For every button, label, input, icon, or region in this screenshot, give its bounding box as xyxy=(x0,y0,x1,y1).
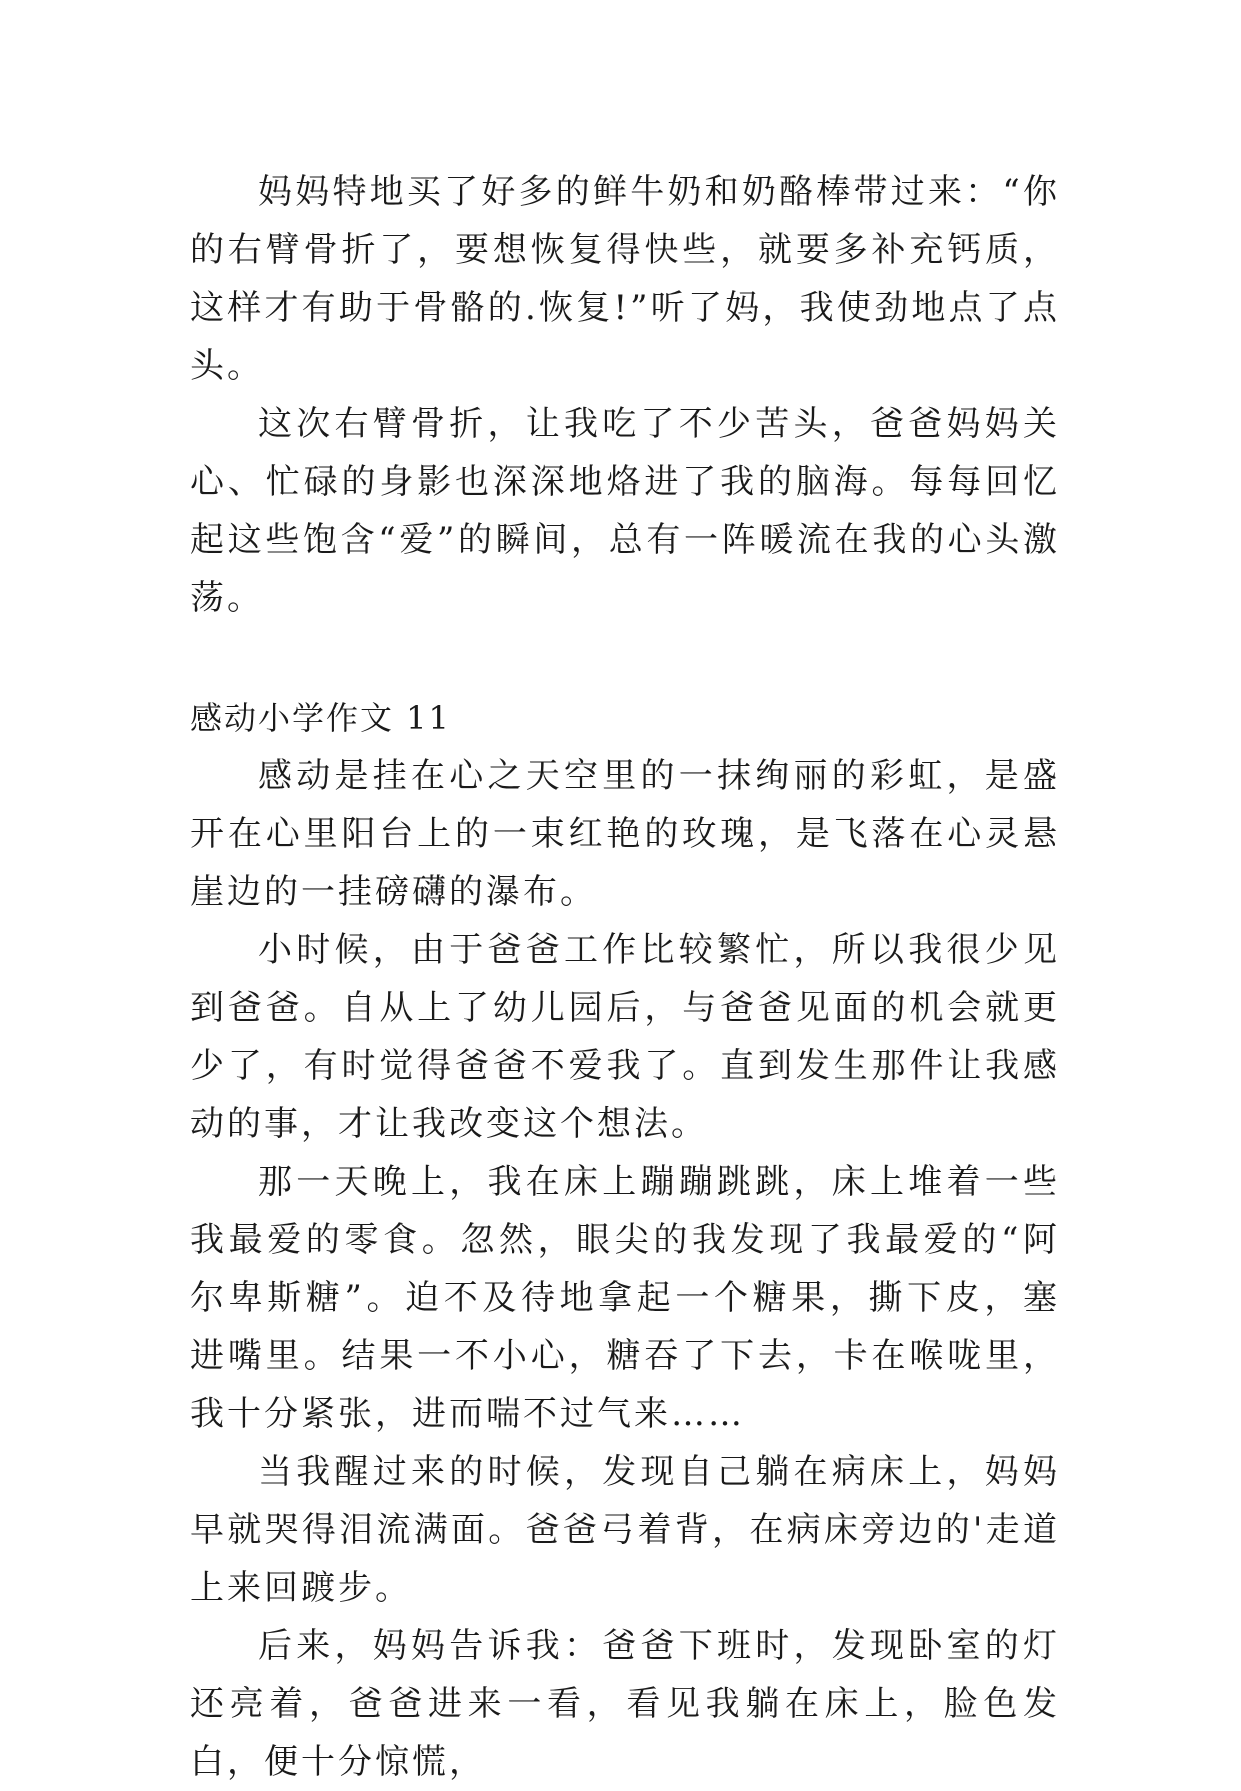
paragraph-candy: 那一天晚上，我在床上蹦蹦跳跳，床上堆着一些我最爱的零食。忽然，眼尖的我发现了我最爱的“阿尔卑斯糖”。迫不及待地拿起一个糖果，撕下皮，塞进嘴里。结果一不小心，糖吞了下去，卡在喉咙里，我十分紧张，进而喘不过气来…… xyxy=(190,1162,1060,1434)
paragraph-hospital: 当我醒过来的时候，发现自己躺在病床上，妈妈早就哭得泪流满面。爸爸弓着背，在病床旁边的'走道上来回踱步。 xyxy=(190,1452,1060,1608)
document-body xyxy=(190,163,1060,1791)
paragraph-rainbow: 感动是挂在心之天空里的一抹绚丽的彩虹，是盛开在心里阳台上的一束红艳的玫瑰，是飞落在心灵悬崖边的一挂磅礴的瀑布。 xyxy=(190,756,1060,912)
section-title: 感动小学作文 11 xyxy=(190,699,451,737)
paragraph-later: 后来，妈妈告诉我：爸爸下班时，发现卧室的灯还亮着，爸爸进来一看，看见我躺在床上，脸色发白，便十分惊慌， xyxy=(190,1626,1060,1782)
paragraph-childhood: 小时候，由于爸爸工作比较繁忙，所以我很少见到爸爸。自从上了幼儿园后，与爸爸见面的机会就更少了，有时觉得爸爸不爱我了。直到发生那件让我感动的事，才让我改变这个想法。 xyxy=(190,930,1060,1144)
paragraph-arm-fracture: 这次右臂骨折，让我吃了不少苦头，爸爸妈妈关心、忙碌的身影也深深地烙进了我的脑海。每每回忆起这些饱含“爱”的瞬间，总有一阵暖流在我的心头激荡。 xyxy=(190,404,1060,618)
paragraph-milk-cheese: 妈妈特地买了好多的鲜牛奶和奶酪棒带过来：“你的右臂骨折了，要想恢复得快些，就要多补充钙质，这样才有助于骨骼的.恢复!”听了妈，我使劲地点了点头。 xyxy=(190,172,1060,386)
